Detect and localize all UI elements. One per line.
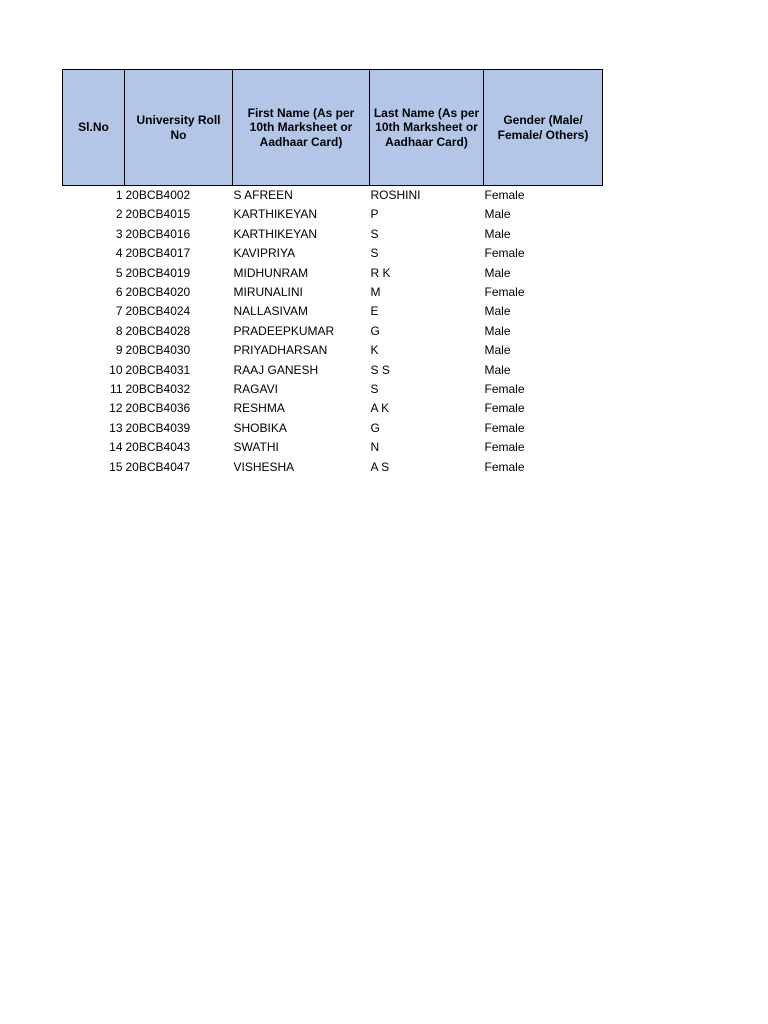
cell-last-name: A S bbox=[370, 459, 390, 474]
cell-slno: 12 bbox=[109, 401, 123, 416]
table-row bbox=[63, 244, 603, 263]
cell-roll-no: 20BCB4043 bbox=[125, 440, 191, 455]
cell-last-name: M bbox=[370, 285, 381, 300]
table-row bbox=[63, 322, 603, 341]
cell-slno: 14 bbox=[109, 440, 123, 455]
table-row bbox=[63, 361, 603, 380]
cell-last-name: R K bbox=[370, 265, 391, 280]
cell-last-name: G bbox=[370, 323, 380, 338]
cell-gender: Male bbox=[484, 304, 511, 319]
cell-gender: Female bbox=[484, 382, 525, 397]
cell-first-name: KARTHIKEYAN bbox=[233, 207, 318, 222]
cell-first-name: RESHMA bbox=[233, 401, 285, 416]
cell-last-name: S bbox=[370, 226, 379, 241]
table-row bbox=[63, 283, 603, 302]
cell-last-name: G bbox=[370, 420, 380, 435]
cell-gender: Female bbox=[484, 459, 525, 474]
student-table bbox=[62, 69, 603, 477]
cell-first-name: RAGAVI bbox=[233, 382, 278, 397]
header-last-name: Last Name (As per 10th Marksheet or Aadhaar Card) bbox=[370, 70, 484, 186]
cell-first-name: MIDHUNRAM bbox=[233, 265, 309, 280]
cell-last-name: S S bbox=[370, 362, 390, 377]
cell-roll-no: 20BCB4024 bbox=[125, 304, 191, 319]
cell-last-name: ROSHINI bbox=[370, 188, 421, 202]
cell-roll-no: 20BCB4039 bbox=[125, 420, 191, 435]
cell-last-name: E bbox=[370, 304, 379, 319]
cell-first-name: VISHESHA bbox=[233, 459, 295, 474]
cell-slno: 15 bbox=[109, 459, 123, 474]
header-gender: Gender (Male/ Female/ Others) bbox=[484, 70, 603, 186]
cell-roll-no: 20BCB4002 bbox=[125, 188, 191, 202]
cell-slno: 9 bbox=[115, 343, 123, 358]
cell-last-name: N bbox=[370, 440, 380, 455]
cell-slno: 4 bbox=[115, 246, 123, 261]
header-roll-no: University Roll No bbox=[125, 70, 233, 186]
table-row bbox=[63, 186, 603, 206]
cell-first-name: PRIYADHARSAN bbox=[233, 343, 328, 358]
cell-gender: Female bbox=[484, 188, 525, 202]
cell-gender: Male bbox=[484, 343, 511, 358]
header-first-name: First Name (As per 10th Marksheet or Aadhaar Card) bbox=[233, 70, 370, 186]
cell-gender: Female bbox=[484, 285, 525, 300]
cell-gender: Male bbox=[484, 323, 511, 338]
cell-roll-no: 20BCB4036 bbox=[125, 401, 191, 416]
cell-first-name: S AFREEN bbox=[233, 188, 293, 202]
cell-slno: 10 bbox=[109, 362, 123, 377]
table-body bbox=[63, 186, 603, 478]
cell-gender: Male bbox=[484, 207, 511, 222]
header-slno: Sl.No bbox=[63, 70, 125, 186]
cell-roll-no: 20BCB4016 bbox=[125, 226, 191, 241]
cell-roll-no: 20BCB4015 bbox=[125, 207, 191, 222]
cell-last-name: P bbox=[370, 207, 379, 222]
cell-gender: Female bbox=[484, 440, 525, 455]
cell-slno: 13 bbox=[109, 420, 123, 435]
cell-first-name: NALLASIVAM bbox=[233, 304, 308, 319]
table-row bbox=[63, 399, 603, 418]
cell-slno: 8 bbox=[115, 323, 123, 338]
cell-last-name: S bbox=[370, 382, 379, 397]
cell-first-name: PRADEEPKUMAR bbox=[233, 323, 335, 338]
cell-gender: Female bbox=[484, 420, 525, 435]
table-row bbox=[63, 341, 603, 360]
cell-roll-no: 20BCB4017 bbox=[125, 246, 191, 261]
cell-first-name: SWATHI bbox=[233, 440, 279, 455]
cell-gender: Female bbox=[484, 401, 525, 416]
cell-roll-no: 20BCB4028 bbox=[125, 323, 191, 338]
cell-roll-no: 20BCB4019 bbox=[125, 265, 191, 280]
table-row bbox=[63, 302, 603, 321]
table-row bbox=[63, 380, 603, 399]
cell-roll-no: 20BCB4020 bbox=[125, 285, 191, 300]
cell-slno: 6 bbox=[115, 285, 123, 300]
cell-slno: 2 bbox=[115, 207, 123, 222]
cell-first-name: RAAJ GANESH bbox=[233, 362, 319, 377]
cell-gender: Male bbox=[484, 265, 511, 280]
table-row bbox=[63, 264, 603, 283]
cell-first-name: KARTHIKEYAN bbox=[233, 226, 318, 241]
cell-first-name: MIRUNALINI bbox=[233, 285, 303, 300]
table-row bbox=[63, 205, 603, 224]
table-row bbox=[63, 225, 603, 244]
cell-last-name: S bbox=[370, 246, 379, 261]
cell-gender: Male bbox=[484, 362, 511, 377]
header-row bbox=[63, 70, 603, 186]
cell-slno: 3 bbox=[115, 226, 123, 241]
cell-slno: 1 bbox=[115, 188, 123, 202]
cell-last-name: A K bbox=[370, 401, 390, 416]
cell-first-name: KAVIPRIYA bbox=[233, 246, 296, 261]
cell-roll-no: 20BCB4031 bbox=[125, 362, 191, 377]
student-sheet bbox=[62, 69, 603, 477]
table-row bbox=[63, 419, 603, 438]
cell-roll-no: 20BCB4032 bbox=[125, 382, 191, 397]
cell-first-name: SHOBIKA bbox=[233, 420, 287, 435]
cell-roll-no: 20BCB4047 bbox=[125, 459, 191, 474]
cell-slno: 7 bbox=[115, 304, 123, 319]
table-row bbox=[63, 438, 603, 457]
cell-slno: 5 bbox=[115, 265, 123, 280]
cell-roll-no: 20BCB4030 bbox=[125, 343, 191, 358]
cell-slno: 11 bbox=[110, 382, 123, 397]
cell-gender: Male bbox=[484, 226, 511, 241]
table-row bbox=[63, 458, 603, 477]
cell-gender: Female bbox=[484, 246, 525, 261]
cell-last-name: K bbox=[370, 343, 379, 358]
